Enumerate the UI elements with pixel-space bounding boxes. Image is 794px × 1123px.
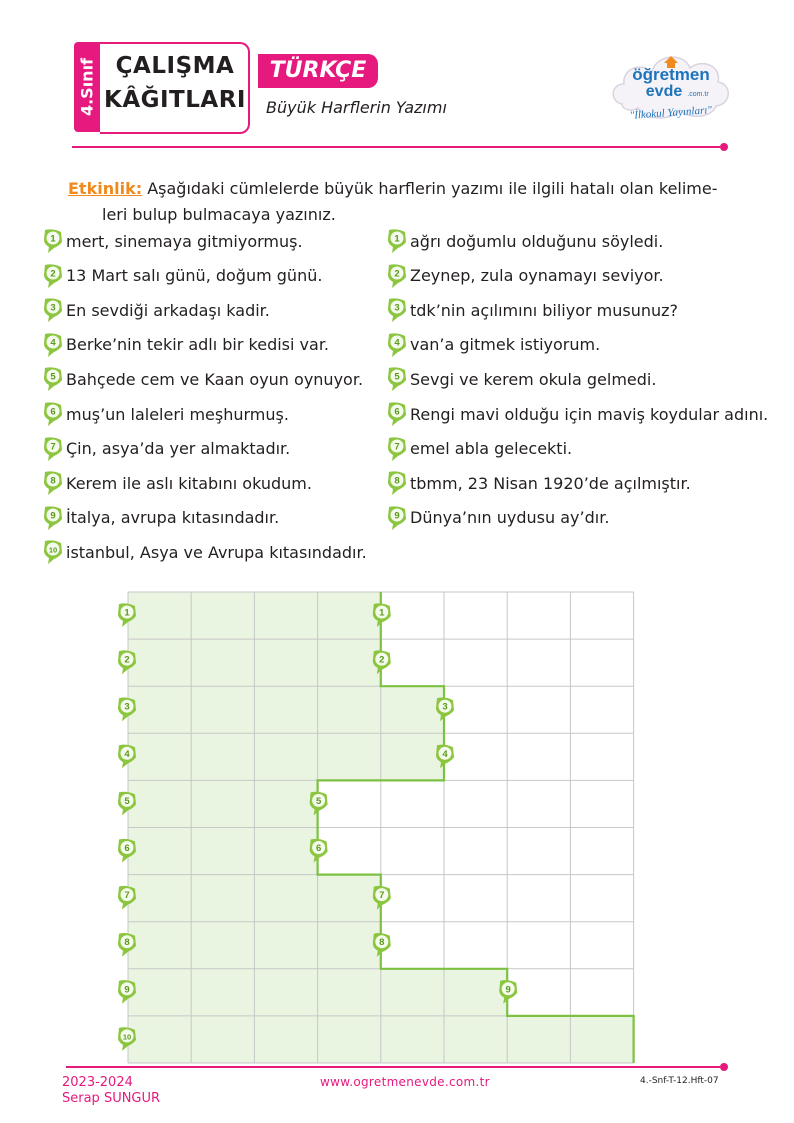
footer-author: Serap SUNGUR: [62, 1091, 161, 1106]
number-badge: [42, 263, 64, 289]
svg-text:6: 6: [50, 406, 56, 418]
number-badge-icon: [42, 436, 64, 462]
title-line-1: ÇALIŞMA: [115, 53, 235, 79]
left-sentence-1: [42, 226, 303, 256]
svg-text:5: 5: [124, 795, 130, 807]
svg-text:2: 2: [394, 268, 400, 280]
sentence-text: Berke’nin tekir adlı bir kedisi var.: [66, 335, 330, 355]
left-sentence-9: [42, 503, 279, 533]
svg-text:3: 3: [442, 701, 448, 713]
sentence-text: İtalya, avrupa kıtasındadır.: [66, 508, 280, 528]
sentence-text: tdk’nin açılımını biliyor musunuz?: [410, 300, 679, 320]
svg-text:8: 8: [124, 937, 130, 949]
right-sentence-7: [386, 434, 572, 464]
left-sentence-8: [42, 468, 312, 498]
number-badge: [42, 470, 64, 496]
crossword-grid: [100, 588, 640, 1068]
instruction: [68, 176, 728, 228]
number-badge: [42, 366, 64, 392]
number-badge: [386, 401, 408, 427]
number-badge-icon: [42, 228, 64, 254]
header-divider-dot: [720, 143, 728, 151]
topic-title: Büyük Harflerin Yazımı: [266, 98, 447, 117]
logo-brand-2: evde: [645, 83, 683, 100]
sentence-text: Çin, asya’da yer almaktadır.: [66, 439, 291, 459]
left-sentence-2: [42, 261, 322, 291]
number-badge-icon: [386, 505, 408, 531]
right-sentence-1: [386, 226, 663, 256]
svg-text:2: 2: [50, 268, 56, 280]
left-sentence-4: [42, 330, 329, 360]
svg-text:8: 8: [379, 937, 385, 949]
number-badge: [386, 297, 408, 323]
svg-text:4: 4: [124, 748, 130, 760]
svg-text:1: 1: [124, 607, 130, 619]
grade-label: 4.Sınıf: [77, 57, 97, 117]
svg-text:4: 4: [394, 337, 400, 349]
svg-text:10: 10: [48, 545, 58, 555]
sentence-text: istanbul, Asya ve Avrupa kıtasındadır.: [66, 542, 367, 562]
number-badge: [386, 332, 408, 358]
svg-text:5: 5: [315, 795, 322, 807]
number-badge-icon: [386, 470, 408, 496]
number-badge-icon: [42, 401, 64, 427]
footer-year: 2023-2024: [62, 1075, 133, 1090]
footer-divider: [66, 1066, 720, 1068]
number-badge-icon: [42, 470, 64, 496]
instruction-label: Etkinlik:: [68, 179, 143, 198]
svg-text:10: 10: [122, 1032, 132, 1042]
number-badge: [42, 436, 64, 462]
number-badge-icon: [42, 505, 64, 531]
sentence-text: Zeynep, zula oynamayı seviyor.: [410, 266, 664, 286]
sentence-text: ağrı doğumlu olduğunu söyledi.: [410, 231, 664, 251]
number-badge-icon: [42, 297, 64, 323]
sentence-text: Dünya’nın uydusu ay’dır.: [410, 508, 610, 528]
svg-text:9: 9: [394, 510, 400, 522]
svg-text:7: 7: [394, 441, 400, 453]
left-sentence-10: [42, 537, 367, 567]
svg-text:2: 2: [124, 654, 130, 666]
number-badge-icon: [42, 263, 64, 289]
title-line-2: KÂĞITLARI: [104, 87, 246, 113]
number-badge-icon: [42, 332, 64, 358]
number-badge: [42, 539, 64, 565]
footer-divider-dot: [720, 1063, 728, 1071]
number-badge: [42, 332, 64, 358]
right-sentence-6: [386, 399, 768, 429]
svg-text:1: 1: [394, 233, 400, 245]
svg-text:8: 8: [50, 475, 56, 487]
svg-text:3: 3: [394, 302, 400, 314]
svg-text:2: 2: [379, 654, 385, 666]
svg-text:1: 1: [379, 607, 385, 619]
sentence-text: tbmm, 23 Nisan 1920’de açılmıştır.: [410, 473, 691, 493]
publisher-logo: [608, 44, 734, 130]
sentence-text: Kerem ile aslı kitabını okudum.: [66, 473, 312, 493]
right-sentence-9: [386, 503, 609, 533]
svg-text:7: 7: [50, 441, 56, 453]
number-badge-icon: [386, 332, 408, 358]
number-badge: [42, 228, 64, 254]
number-badge-icon: [386, 401, 408, 427]
number-badge-icon: [386, 263, 408, 289]
footer-url[interactable]: www.ogretmenevde.com.tr: [320, 1075, 490, 1089]
fill-row-3: [128, 686, 444, 733]
number-badge: [386, 228, 408, 254]
right-sentence-5: [386, 364, 656, 394]
right-sentence-4: [386, 330, 600, 360]
number-badge: [386, 436, 408, 462]
subject-badge: TÜRKÇE: [258, 54, 378, 88]
svg-text:7: 7: [124, 890, 130, 902]
fill-row-4: [128, 733, 444, 780]
number-badge-icon: [42, 539, 64, 565]
sentence-text: mert, sinemaya gitmiyormuş.: [66, 231, 303, 251]
svg-text:9: 9: [505, 984, 511, 996]
sentence-text: Bahçede cem ve Kaan oyun oynuyor.: [66, 369, 364, 389]
number-badge-icon: [386, 366, 408, 392]
sentence-text: En sevdiği arkadaşı kadir.: [66, 300, 270, 320]
number-badge-icon: [386, 436, 408, 462]
left-sentence-5: [42, 364, 363, 394]
number-badge: [386, 263, 408, 289]
svg-text:1: 1: [50, 233, 56, 245]
svg-text:9: 9: [50, 510, 56, 522]
svg-text:7: 7: [379, 890, 385, 902]
svg-text:6: 6: [124, 843, 130, 854]
number-badge: [386, 505, 408, 531]
left-sentence-7: [42, 434, 290, 464]
footer-code: 4.-Snf-T-12.Hft-07: [640, 1076, 719, 1086]
number-badge-icon: [386, 228, 408, 254]
fill-row-6: [128, 828, 318, 875]
number-badge: [42, 297, 64, 323]
number-badge: [42, 505, 64, 531]
svg-text:5: 5: [394, 371, 400, 383]
number-badge-icon: [386, 297, 408, 323]
svg-text:9: 9: [124, 984, 130, 996]
sentence-text: emel abla gelecekti.: [410, 439, 573, 459]
fill-row-5: [128, 780, 318, 827]
left-sentence-6: [42, 399, 289, 429]
svg-text:3: 3: [50, 302, 56, 314]
logo-slogan: "İlkokul Yayınları": [629, 104, 713, 122]
number-badge: [386, 470, 408, 496]
left-sentence-3: [42, 295, 270, 325]
header-divider: [72, 146, 720, 148]
svg-text:5: 5: [50, 371, 56, 383]
right-sentence-2: [386, 261, 664, 291]
svg-text:3: 3: [124, 701, 130, 713]
svg-text:6: 6: [394, 406, 400, 418]
number-badge: [42, 401, 64, 427]
sentence-text: van’a gitmek istiyorum.: [410, 335, 601, 355]
sentence-text: Rengi mavi olduğu için maviş koydular adını.: [410, 404, 769, 424]
logo-brand-1: öğretmen: [632, 65, 710, 84]
svg-text:6: 6: [315, 843, 322, 854]
sentence-text: muş’un laleleri meşhurmuş.: [66, 404, 289, 424]
logo-domain: .com.tr: [687, 91, 709, 98]
instruction-text-1: Aşağıdaki cümlelerde büyük harflerin yazımı ile ilgili hatalı olan kelime-: [142, 179, 718, 198]
number-badge: [386, 366, 408, 392]
svg-text:4: 4: [50, 337, 56, 349]
sentence-text: 13 Mart salı günü, doğum günü.: [66, 266, 323, 286]
right-sentence-8: [386, 468, 691, 498]
number-badge-icon: [42, 366, 64, 392]
right-sentence-3: [386, 295, 678, 325]
instruction-text-2: leri bulup bulmacaya yazınız.: [102, 205, 336, 224]
grade-tab: [74, 42, 100, 132]
sentence-text: Sevgi ve kerem okula gelmedi.: [410, 369, 657, 389]
svg-text:8: 8: [394, 475, 400, 487]
svg-text:4: 4: [442, 748, 448, 760]
